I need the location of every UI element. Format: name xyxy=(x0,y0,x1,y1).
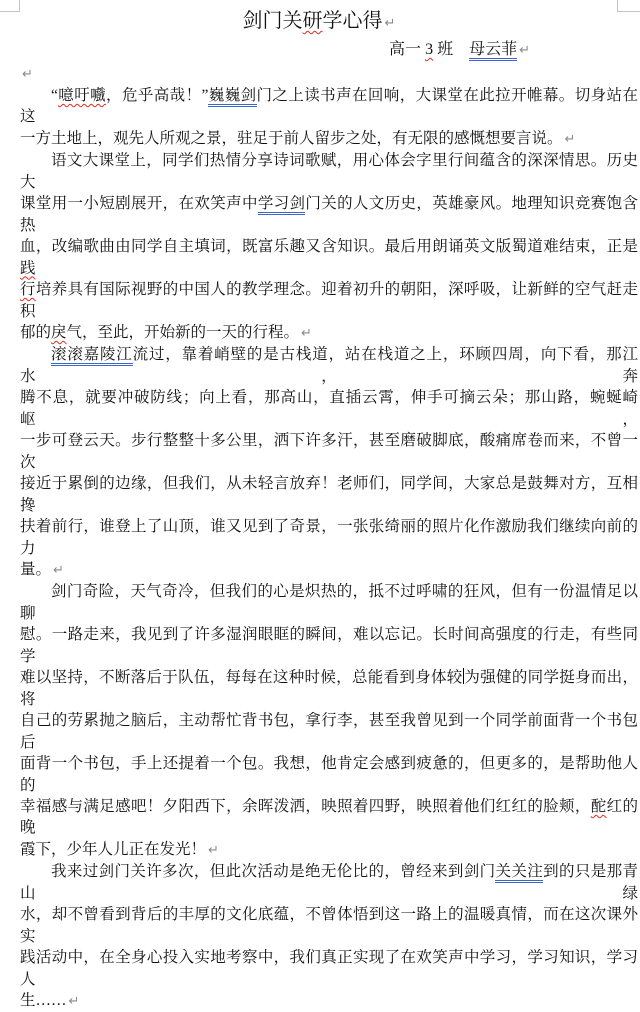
text-run[interactable]: 接近于累倒的边缘，但我们，从未轻言放弃！老师们，同学间，大家总是鼓舞对方，互相搀 xyxy=(20,475,638,514)
body-text-line[interactable] xyxy=(20,344,638,387)
text-run[interactable]: 剑门关 xyxy=(242,10,303,32)
spellcheck-marked-run[interactable]: 酡 xyxy=(590,797,607,815)
text-run[interactable]: 幸福感与满足感吧！夕阳西下，余晖泼洒，映照着四野，映照着他们红红的脸颊， xyxy=(20,797,591,815)
text-run[interactable]: 面背一个书包，手上还提着一个包。我想，他肯定会感到疲惫的，但更多的，是帮助他人的 xyxy=(20,755,638,794)
crop-mark-top-left-horizontal xyxy=(0,11,20,12)
body-text-line[interactable] xyxy=(20,516,638,559)
text-run[interactable]: 到的只是那青山绿 xyxy=(20,863,638,902)
body-text-line[interactable] xyxy=(20,193,638,236)
grammar-marked-run[interactable]: 关关注 xyxy=(495,863,543,883)
body-text-line[interactable] xyxy=(20,322,638,344)
text-run[interactable]: 生…… xyxy=(20,992,67,1010)
text-run[interactable]: 慰。一路走来，我见到了许多湿润眼眶的瞬间，难以忘记。长时间高强度的行走，有些同学 xyxy=(20,626,638,665)
text-run[interactable]: 学心得 xyxy=(322,10,383,32)
grammar-marked-run[interactable]: 滚滚嘉陵江 xyxy=(51,346,133,366)
grammar-marked-run[interactable]: 学习剑 xyxy=(258,195,306,215)
body-text-line[interactable] xyxy=(20,430,638,473)
body-text-line[interactable] xyxy=(20,128,638,150)
grammar-marked-run[interactable]: 巍巍剑 xyxy=(208,87,256,107)
text-run[interactable]: 红的晚 xyxy=(20,797,638,837)
body-text-line[interactable] xyxy=(20,236,638,279)
text-run[interactable]: 语文大课堂上，同学们热情分享诗词歌赋，用心体会字里行间蕴含的深深情思。历史大 xyxy=(20,152,638,191)
body-text-line[interactable] xyxy=(20,904,638,947)
spellcheck-marked-run[interactable]: 践 xyxy=(20,259,36,277)
grammar-marked-run[interactable]: 母云菲 xyxy=(469,41,517,61)
body-text-line[interactable] xyxy=(20,473,638,516)
body-text-line[interactable] xyxy=(20,85,638,128)
text-run[interactable]: 水，却不曾看到背后的丰厚的文化底蕴，不曾体悟到这一路上的温暖真情，而在这次课外实 xyxy=(20,906,638,945)
text-run[interactable]: 霞下，少年人儿正在发光！ xyxy=(20,840,207,858)
spellcheck-marked-run[interactable]: 行 xyxy=(20,281,36,299)
body-text-line[interactable] xyxy=(20,861,638,904)
text-run[interactable]: 我来过剑门关许多次，但此次活动是绝无伦比的，曾经来到剑门 xyxy=(51,863,496,881)
text-run[interactable]: 量。 xyxy=(20,560,52,578)
text-run[interactable]: 流过，靠着峭壁的是古栈道，站在栈道之上，环顾四周，向下看，那江水，奔 xyxy=(20,346,638,385)
text-run[interactable]: 血，改编歌曲由同学自主填词，既富乐趣又含知识。最后用朗诵英文版蜀道难结束，正是 xyxy=(20,238,638,256)
empty-paragraph-line[interactable] xyxy=(20,63,638,85)
text-run[interactable]: 课堂用一小短剧展开，在欢笑声中 xyxy=(20,195,258,213)
paragraph-mark-icon[interactable]: ↵ xyxy=(564,131,576,147)
paragraph-mark-icon[interactable]: ↵ xyxy=(68,994,80,1010)
body-text-line[interactable] xyxy=(20,667,638,710)
spellcheck-marked-run[interactable]: 噫吁嚱 xyxy=(57,87,107,104)
text-run[interactable]: 高一 xyxy=(389,41,426,58)
paragraph-mark-icon[interactable]: ↵ xyxy=(519,43,530,58)
text-run[interactable]: 气，至此，开始新的一天的行程。 xyxy=(66,323,300,341)
text-run[interactable]: ，危乎高哉！” xyxy=(106,87,209,104)
body-text-line[interactable] xyxy=(20,387,638,430)
paragraph-mark-icon[interactable]: ↵ xyxy=(22,67,33,82)
body-text-line[interactable] xyxy=(20,710,638,753)
text-run[interactable]: 剑门奇险，天气奇冷，但我们的心是炽热的，抵不过呼啸的狂风，但有一份温情足以聊 xyxy=(20,583,638,622)
body-text-line[interactable] xyxy=(20,279,638,322)
body-text-line[interactable] xyxy=(20,839,638,861)
text-run[interactable]: 腾不息，就要冲破防线；向上看，那高山，直插云霄，伸手可摘云朵；那山路，蜿蜒崎岖， xyxy=(20,389,638,428)
paragraph-mark-icon[interactable]: ↵ xyxy=(301,325,312,341)
paragraph-mark-icon[interactable]: ↵ xyxy=(208,842,219,858)
byline-line[interactable] xyxy=(20,37,638,63)
body-text-line[interactable] xyxy=(20,624,638,667)
text-run[interactable]: 班 xyxy=(433,41,470,58)
text-run[interactable]: 门之上读书声在回响，大课堂在此拉开帷幕。切身站在这 xyxy=(20,87,638,126)
spellcheck-marked-run[interactable]: 戾 xyxy=(51,323,67,341)
body-text-line[interactable] xyxy=(20,581,638,624)
body-text-line[interactable] xyxy=(20,559,638,581)
text-run[interactable]: 为强健的同学挺身而出，将 xyxy=(20,669,638,708)
text-run[interactable]: 践活动中，在全身心投入实地考察中，我们真正实现了在欢笑声中学习，学习知识，学习人 xyxy=(20,949,638,988)
text-run[interactable]: 难以坚持，不断落后于队伍，每每在这种时候，总能看到身体较 xyxy=(20,669,463,687)
paragraph-mark-icon[interactable]: ↵ xyxy=(53,562,64,578)
spellcheck-marked-run[interactable]: 3 xyxy=(425,41,434,58)
text-run[interactable]: 一步可登云天。步行整整十多公里，洒下许多汗，甚至磨破脚底，酸痛席卷而来，不曾一次 xyxy=(20,432,638,471)
text-run[interactable]: 培养具有国际视野的中国人的教学理念。迎着初升的朝阳，深呼吸，让新鲜的空气赶走积 xyxy=(20,281,638,320)
body-text-line[interactable] xyxy=(20,753,638,796)
page-title-line[interactable] xyxy=(20,8,638,37)
text-run[interactable]: 扶着前行，谁登上了山顶，谁又见到了奇景，一张张绮丽的照片化作激励我们继续向前的力 xyxy=(20,518,638,557)
spellcheck-marked-run[interactable]: 研 xyxy=(302,10,323,32)
body-text-line[interactable] xyxy=(20,796,638,839)
text-run[interactable]: 郁的 xyxy=(20,323,52,341)
body-text-line[interactable] xyxy=(20,947,638,990)
paragraph-mark-icon[interactable]: ↵ xyxy=(384,16,396,31)
body-text-line[interactable] xyxy=(20,990,638,1012)
body-text-line[interactable] xyxy=(20,150,638,193)
text-run[interactable]: 自己的劳累抛之脑后，主动帮忙背书包，拿行李，甚至我曾见到一个同学前面背一个书包后 xyxy=(20,712,638,751)
text-run[interactable]: 门关的人文历史，英雄豪风。地理知识竞赛饱含热 xyxy=(20,195,638,234)
text-run[interactable]: 一方土地上，观先人所观之景，驻足于前人留步之处，有无限的感慨想要言说。 xyxy=(20,129,563,147)
text-run[interactable]: “ xyxy=(51,87,58,104)
document-text-area[interactable] xyxy=(20,8,638,1012)
